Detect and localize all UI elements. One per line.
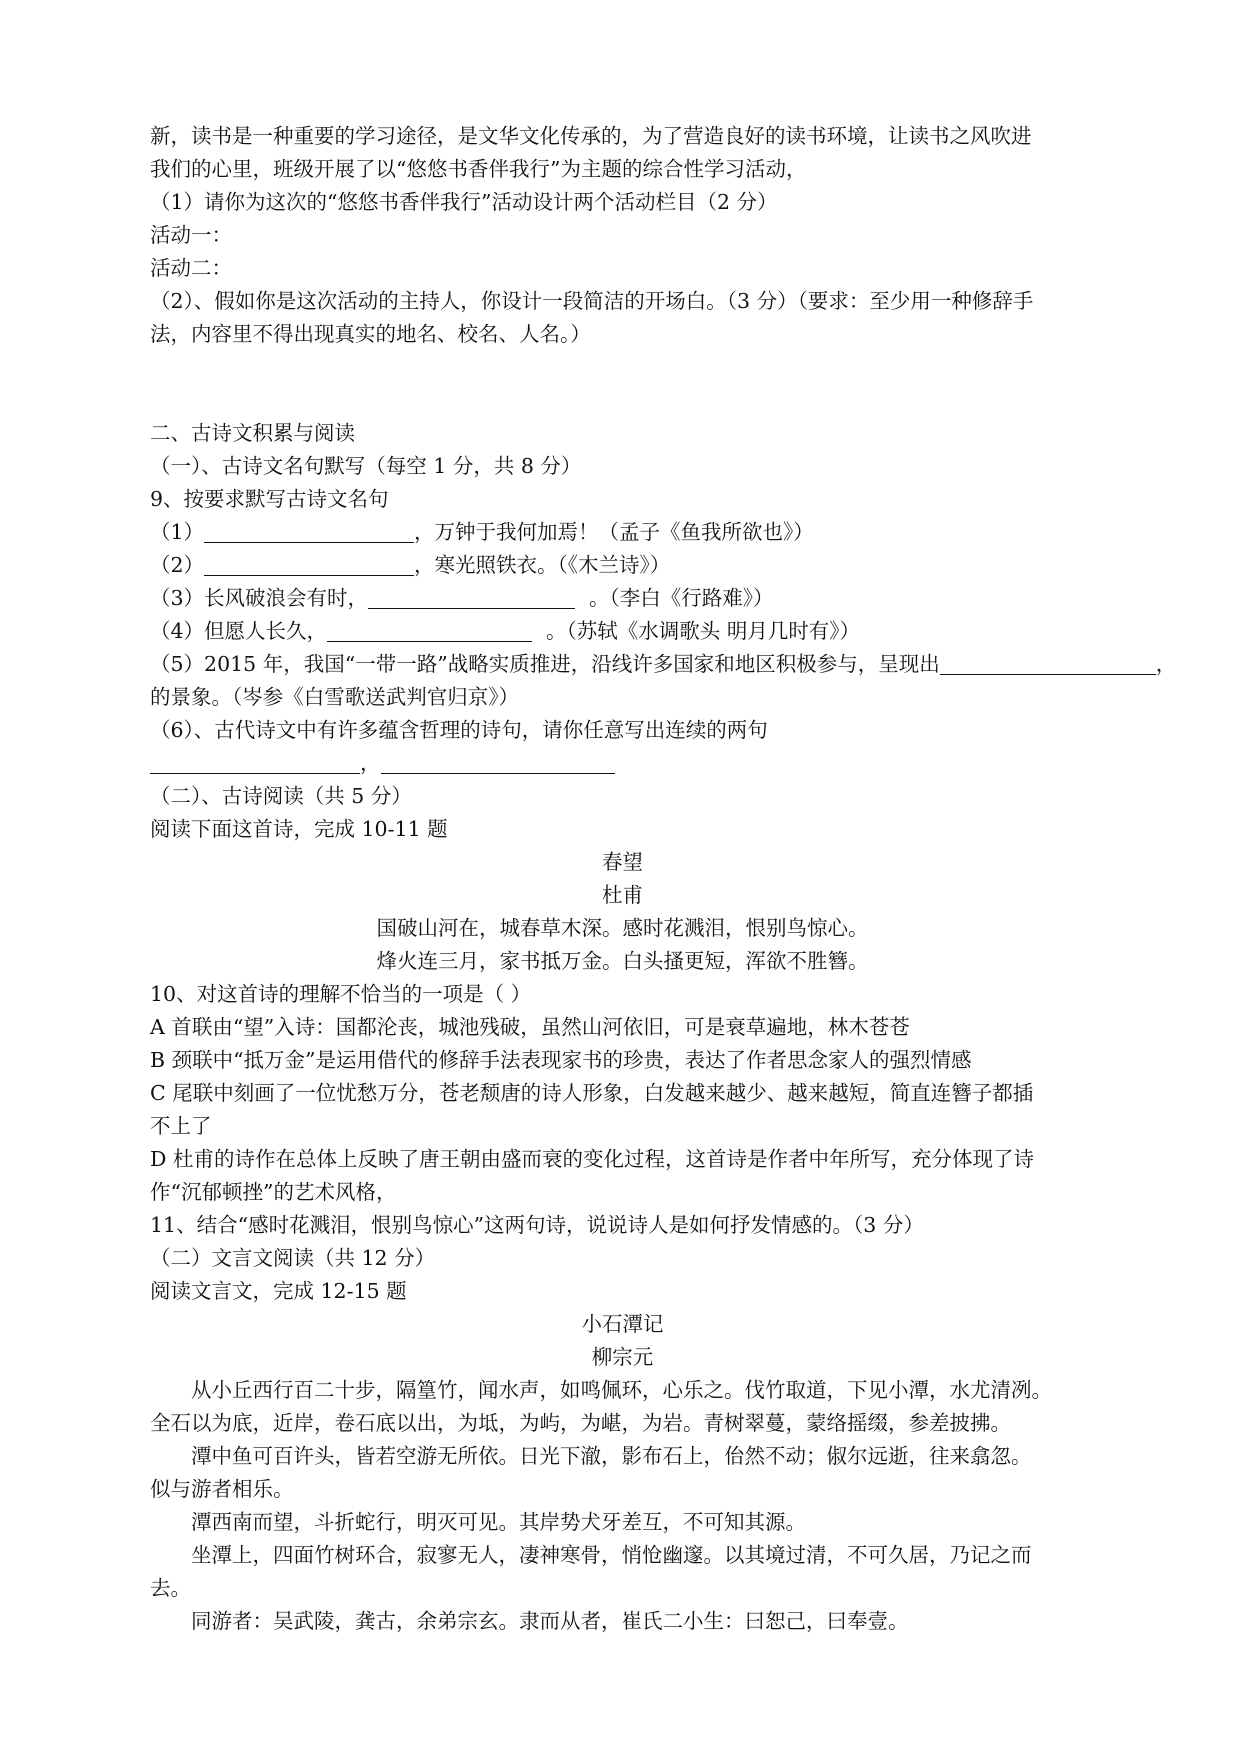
fill-blank[interactable] bbox=[327, 619, 532, 642]
section-2-sub-1: （一）、古诗文名句默写（每空 1 分，共 8 分） bbox=[150, 454, 582, 478]
intro-line-1: 新，读书是一种重要的学习途径，是文华文化传承的，为了营造良好的读书环境，让读书之风吹进 bbox=[150, 124, 1032, 148]
q10-option-c-1: C 尾联中刻画了一位忧愁万分，苍老颓唐的诗人形象，白发越来越少、越来越短，简直连簪子都插 bbox=[150, 1081, 1034, 1105]
fill-blank[interactable] bbox=[940, 652, 1156, 675]
answer-space bbox=[150, 351, 1095, 417]
prose-paragraph-1: 从小丘西行百二十步，隔篁竹，闻水声，如鸣佩环，心乐之。伐竹取道，下见小潭，水尤清冽。 bbox=[191, 1378, 1052, 1402]
prose-instruction: 阅读文言文，完成 12-15 题 bbox=[150, 1279, 407, 1303]
q10-option-a: A 首联由“望”入诗：国都沦丧，城池残破，虽然山河依旧，可是衰草遍地，林木苍苍 bbox=[150, 1015, 910, 1039]
prose-paragraph-1-cont: 全石以为底，近岸，卷石底以出，为坻，为屿，为嵁，为岩。青树翠蔓，蒙络摇缀，参差披拂。 bbox=[150, 1411, 1011, 1435]
prose-paragraph-3: 潭西南而望，斗折蛇行，明灭可见。其岸势犬牙差互，不可知其源。 bbox=[191, 1510, 806, 1534]
q10-option-b: B 颈联中“抵万金”是运用借代的修辞手法表现家书的珍贵，表达了作者思念家人的强烈情感 bbox=[150, 1048, 972, 1072]
q10-option-c-2: 不上了 bbox=[150, 1114, 212, 1138]
prose-paragraph-2-cont: 似与游者相乐。 bbox=[150, 1477, 294, 1501]
fill-blank[interactable] bbox=[204, 520, 414, 543]
prose-section-sub: （二）文言文阅读（共 12 分） bbox=[150, 1246, 436, 1270]
q9-item-6: （6）、古代诗文中有许多蕴含哲理的诗句，请你任意写出连续的两句 bbox=[150, 718, 768, 742]
q10-option-d-2: 作“沉郁顿挫”的艺术风格， bbox=[150, 1180, 397, 1204]
activity-one-label: 活动一： bbox=[150, 223, 232, 247]
q9-item-1: （1） ，万钟于我何加焉！（孟子《鱼我所欲也》） bbox=[150, 520, 814, 544]
prose-title: 小石潭记 bbox=[581, 1312, 664, 1336]
activity-two-label: 活动二： bbox=[150, 256, 232, 280]
q10-prompt: 10、对这首诗的理解不恰当的一项是（ ） bbox=[150, 982, 532, 1006]
q9-item-3: （3）长风破浪会有时， 。（李白《行路难》） bbox=[150, 586, 774, 610]
q9-item-4: （4）但愿人长久， 。（苏轼《水调歌头 明月几时有》） bbox=[150, 619, 861, 643]
section-2-title: 二、古诗文积累与阅读 bbox=[150, 421, 355, 445]
poem-verse-2: 烽火连三月，家书抵万金。白头搔更短，浑欲不胜簪。 bbox=[376, 949, 869, 973]
poem-section-sub: （二）、古诗阅读（共 5 分） bbox=[150, 784, 412, 808]
prose-paragraph-5: 同游者：吴武陵，龚古，余弟宗玄。隶而从者，崔氏二小生：曰恕己，曰奉壹。 bbox=[191, 1609, 909, 1633]
prose-author: 柳宗元 bbox=[591, 1345, 654, 1369]
poem-instruction: 阅读下面这首诗，完成 10-11 题 bbox=[150, 817, 448, 841]
q9-item-6-blanks: ， bbox=[150, 747, 1095, 780]
q10-option-d-1: D 杜甫的诗作在总体上反映了唐王朝由盛而衰的变化过程，这首诗是作者中年所写，充分体现了诗 bbox=[150, 1147, 1034, 1171]
fill-blank[interactable] bbox=[150, 751, 360, 774]
q9-item-2: （2） ，寒光照铁衣。（《木兰诗》） bbox=[150, 553, 671, 577]
q8-1-prompt: （1）请你为这次的“悠悠书香伴我行”活动设计两个活动栏目（2 分） bbox=[150, 190, 778, 214]
fill-blank[interactable] bbox=[204, 553, 414, 576]
poem-verse-1: 国破山河在，城春草木深。感时花溅泪，恨别鸟惊心。 bbox=[376, 916, 869, 940]
q11-prompt: 11、结合“感时花溅泪，恨别鸟惊心”这两句诗，说说诗人是如何抒发情感的。（3 分） bbox=[150, 1213, 924, 1237]
prose-paragraph-4: 坐潭上，四面竹树环合，寂寥无人，凄神寒骨，悄怆幽邃。以其境过清，不可久居，乃记之而 bbox=[191, 1543, 1032, 1567]
q9-item-5: （5）2015 年，我国“一带一路”战略实质推进，沿线许多国家和地区积极参与，呈现出 ， bbox=[150, 652, 1177, 676]
q8-2-line-1: （2）、假如你是这次活动的主持人，你设计一段简洁的开场白。（3 分）（要求：至少用一种修辞手 bbox=[150, 289, 1034, 313]
q9-prompt: 9、按要求默写古诗文名句 bbox=[150, 487, 389, 511]
poem-title: 春望 bbox=[602, 850, 643, 874]
prose-paragraph-2: 潭中鱼可百许头，皆若空游无所依。日光下澈，影布石上，佁然不动；俶尔远逝，往来翕忽。 bbox=[191, 1444, 1032, 1468]
fill-blank[interactable] bbox=[368, 586, 575, 609]
q8-2-line-2: 法，内容里不得出现真实的地名、校名、人名。） bbox=[150, 322, 591, 346]
q9-item-5-line-2: 的景象。（岑参《白雪歌送武判官归京》） bbox=[150, 685, 519, 709]
poem-author: 杜甫 bbox=[602, 883, 643, 907]
exam-page bbox=[150, 120, 1177, 1638]
prose-paragraph-4-cont: 去。 bbox=[150, 1576, 191, 1600]
intro-line-2: 我们的心里，班级开展了以“悠悠书香伴我行”为主题的综合性学习活动， bbox=[150, 157, 807, 181]
fill-blank[interactable] bbox=[381, 751, 615, 774]
